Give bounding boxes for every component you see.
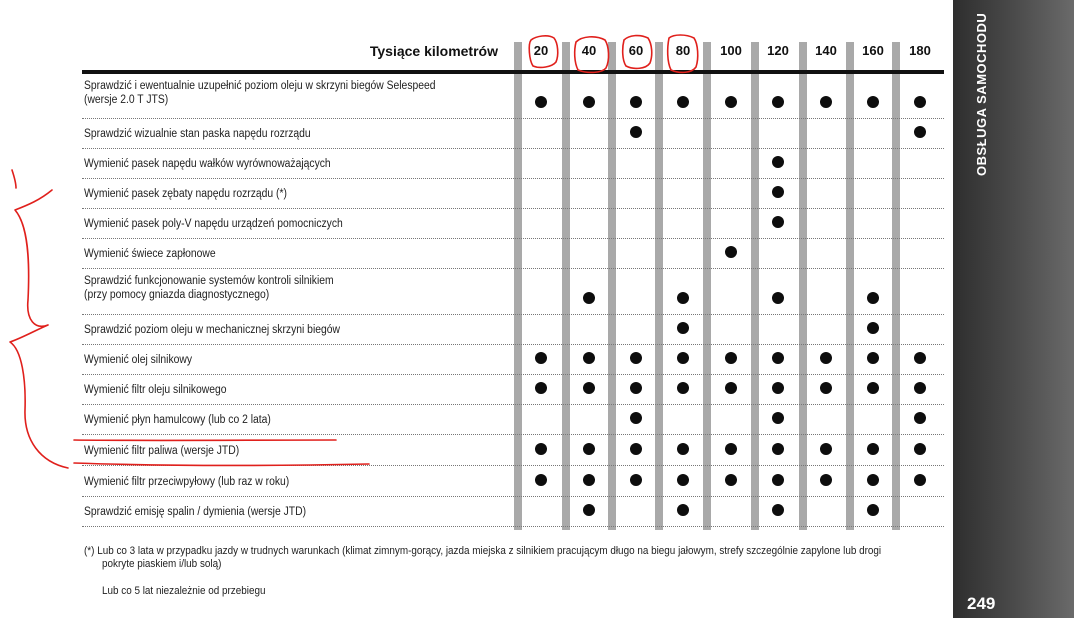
interval-dot-120 [772, 382, 784, 394]
interval-dot-120 [772, 156, 784, 168]
interval-dot-160 [867, 322, 879, 334]
bracket [10, 190, 68, 468]
interval-dot-60 [630, 443, 642, 455]
row-label [84, 323, 340, 337]
row-label [84, 187, 287, 201]
row-label-line: Wymienić pasek zębaty napędu rozrządu (*) [84, 188, 287, 200]
interval-dot-160 [867, 292, 879, 304]
interval-dot-160 [867, 504, 879, 516]
row-label [84, 353, 192, 367]
row-label [84, 247, 216, 261]
interval-dot-140 [820, 443, 832, 455]
interval-dot-80 [677, 292, 689, 304]
interval-dot-180 [914, 382, 926, 394]
row-label-line: Wymienić płyn hamulcowy (lub co 2 lata) [84, 414, 271, 426]
side-bar [953, 0, 1074, 618]
km-header-100: 100 [720, 43, 742, 58]
interval-dot-60 [630, 96, 642, 108]
table-row [82, 239, 944, 269]
interval-dot-160 [867, 443, 879, 455]
footnote-2: Lub co 5 lat niezależnie od przebiegu [102, 585, 266, 597]
interval-dot-40 [583, 382, 595, 394]
interval-dot-20 [535, 382, 547, 394]
interval-dot-160 [867, 96, 879, 108]
interval-dot-40 [583, 474, 595, 486]
row-label [84, 383, 227, 397]
interval-dot-20 [535, 443, 547, 455]
table-row [82, 269, 944, 315]
km-header-140: 140 [815, 43, 837, 58]
table-row [82, 466, 944, 497]
row-label-line: Sprawdzić emisję spalin / dymienia (wersje JTD) [84, 506, 307, 518]
interval-dot-120 [772, 352, 784, 364]
interval-dot-60 [630, 382, 642, 394]
table-row [82, 149, 944, 179]
interval-dot-160 [867, 352, 879, 364]
interval-dot-120 [772, 504, 784, 516]
km-header-120: 120 [767, 43, 789, 58]
interval-dot-160 [867, 474, 879, 486]
interval-dot-120 [772, 412, 784, 424]
km-header-180: 180 [909, 43, 931, 58]
interval-dot-40 [583, 292, 595, 304]
row-label [84, 127, 311, 141]
section-title: OBSŁUGA SAMOCHODU [974, 12, 989, 176]
row-label [84, 79, 436, 107]
header-title: Tysiące kilometrów [369, 43, 498, 59]
row-label [84, 505, 306, 519]
interval-dot-20 [535, 474, 547, 486]
interval-dot-100 [725, 352, 737, 364]
row-label-line: Wymienić filtr oleju silnikowego [84, 384, 227, 396]
interval-dot-120 [772, 474, 784, 486]
interval-dot-120 [772, 216, 784, 228]
table-row [82, 497, 944, 527]
interval-dot-100 [725, 246, 737, 258]
row-label [84, 475, 289, 489]
table-row [82, 405, 944, 435]
interval-dot-40 [583, 352, 595, 364]
km-header-40: 40 [581, 43, 597, 58]
page-number: 249 [967, 594, 996, 613]
interval-dot-120 [772, 292, 784, 304]
interval-dot-120 [772, 443, 784, 455]
interval-dot-120 [772, 186, 784, 198]
interval-dot-140 [820, 382, 832, 394]
interval-dot-80 [677, 504, 689, 516]
footnote-1-line-1: (*) Lub co 3 lata w przypadku jazdy w trudnych warunkach (klimat zimnym-gorący, jazda miejska z silnikiem pracującym długo na biegu jałowym, strefy szczególnie zapylone lub drogi [84, 545, 882, 557]
interval-dot-180 [914, 352, 926, 364]
row-label [84, 413, 271, 427]
row-label-line: (przy pomocy gniazda diagnostycznego) [84, 289, 270, 301]
interval-dot-140 [820, 352, 832, 364]
interval-dot-20 [535, 96, 547, 108]
interval-dot-60 [630, 352, 642, 364]
interval-dot-180 [914, 412, 926, 424]
interval-dot-120 [772, 96, 784, 108]
row-label-line: Wymienić filtr paliwa (wersje JTD) [84, 445, 240, 457]
footnote-1-line-2: pokryte piaskiem i/lub solą) [102, 558, 222, 570]
table-row [82, 435, 944, 466]
interval-dot-140 [820, 96, 832, 108]
row-label-line: Wymienić olej silnikowy [84, 354, 193, 366]
row-label-line: Wymienić pasek poly-V napędu urządzeń pomocniczych [84, 218, 343, 230]
interval-dot-180 [914, 96, 926, 108]
table-row [82, 209, 944, 239]
row-label [84, 444, 239, 458]
interval-dot-60 [630, 126, 642, 138]
interval-dot-60 [630, 412, 642, 424]
row-label [84, 274, 334, 302]
interval-dot-100 [725, 443, 737, 455]
interval-dot-180 [914, 443, 926, 455]
interval-dot-20 [535, 352, 547, 364]
table-row [82, 345, 944, 375]
interval-dot-80 [677, 474, 689, 486]
interval-dot-180 [914, 126, 926, 138]
interval-dot-80 [677, 382, 689, 394]
km-header-60: 60 [628, 43, 644, 58]
row-label-line: Wymienić filtr przeciwpyłowy (lub raz w roku) [84, 476, 290, 488]
interval-dot-140 [820, 474, 832, 486]
table-row [82, 375, 944, 405]
km-header-80: 80 [675, 43, 691, 58]
row-label-line: (wersje 2.0 T JTS) [84, 94, 169, 106]
row-label-line: Wymienić świece zapłonowe [84, 248, 216, 260]
bracket-tick-top [12, 170, 16, 188]
interval-dot-80 [677, 443, 689, 455]
table-row [82, 315, 944, 345]
row-label [84, 157, 331, 171]
interval-dot-80 [677, 322, 689, 334]
row-label-line: Sprawdzić funkcjonowanie systemów kontroli silnikiem [84, 275, 334, 287]
interval-dot-60 [630, 474, 642, 486]
interval-dot-180 [914, 474, 926, 486]
interval-dot-160 [867, 382, 879, 394]
interval-dot-100 [725, 382, 737, 394]
row-label [84, 217, 343, 231]
interval-dot-40 [583, 443, 595, 455]
table-row [82, 179, 944, 209]
row-label-line: Sprawdzić wizualnie stan paska napędu rozrządu [84, 128, 311, 140]
table-row [82, 119, 944, 149]
table-row [82, 74, 944, 119]
interval-dot-40 [583, 504, 595, 516]
row-label-line: Sprawdzić i ewentualnie uzupełnić poziom oleju w skrzyni biegów Selespeed [84, 80, 436, 92]
row-label-line: Wymienić pasek napędu wałków wyrównoważających [84, 158, 331, 170]
km-header-20: 20 [533, 43, 549, 58]
interval-dot-100 [725, 96, 737, 108]
interval-dot-80 [677, 96, 689, 108]
interval-dot-40 [583, 96, 595, 108]
interval-dot-100 [725, 474, 737, 486]
row-label-line: Sprawdzić poziom oleju w mechanicznej skrzyni biegów [84, 324, 340, 336]
interval-dot-80 [677, 352, 689, 364]
km-header-160: 160 [862, 43, 884, 58]
